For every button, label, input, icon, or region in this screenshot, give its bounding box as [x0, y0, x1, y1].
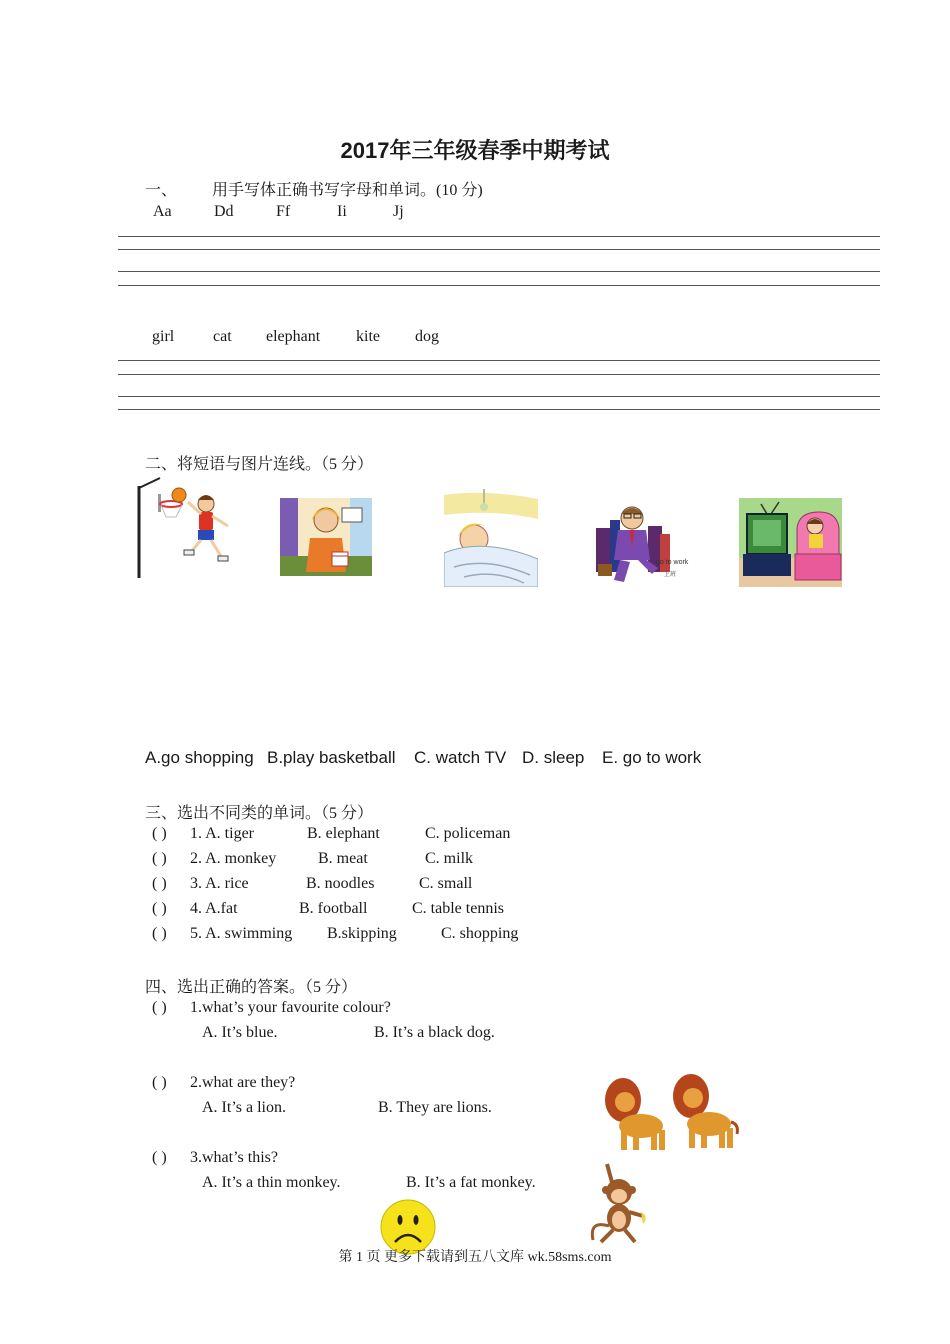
letter-item: Ii: [337, 203, 347, 220]
monkey-picture: [583, 1160, 655, 1246]
match-option: A.go shopping: [145, 748, 254, 767]
writing-line: [118, 236, 880, 237]
letter-item: Dd: [214, 203, 234, 220]
section4-heading: 四、选出正确的答案。（5 分）: [145, 979, 358, 996]
letter-item: Jj: [393, 203, 404, 220]
watching-tv-picture: [739, 498, 842, 587]
word-item: elephant: [266, 328, 321, 345]
page-title: 2017年三年级春季中期考试: [340, 138, 610, 163]
option-a: 5. A. swimming: [190, 925, 293, 942]
option-c: C. milk: [425, 850, 474, 867]
option-a: A. It’s a lion.: [202, 1099, 286, 1116]
writing-line: [118, 360, 880, 361]
option-c: C. small: [419, 875, 473, 892]
letter-item: Ff: [276, 203, 291, 220]
match-option: C. watch TV: [414, 748, 507, 767]
option-a: 4. A.fat: [190, 900, 238, 917]
answer-paren: ( ): [152, 900, 167, 917]
answer-paren: ( ): [152, 1074, 167, 1091]
answer-paren: ( ): [152, 850, 167, 867]
section2-heading: 二、将短语与图片连线。（5 分）: [145, 456, 374, 473]
word-item: girl: [152, 328, 175, 345]
writing-line: [118, 285, 880, 286]
option-a: 3. A. rice: [190, 875, 249, 892]
writing-line: [118, 374, 880, 375]
option-b: B. They are lions.: [378, 1099, 492, 1116]
option-a: A. It’s a thin monkey.: [202, 1174, 341, 1191]
answer-paren: ( ): [152, 925, 167, 942]
writing-line: [118, 249, 880, 250]
option-a: 1. A. tiger: [190, 825, 254, 842]
word-item: kite: [356, 328, 380, 345]
question-text: 1.what’s your favourite colour?: [190, 999, 391, 1016]
writing-line: [118, 409, 880, 410]
word-item: cat: [213, 328, 232, 345]
option-c: C. policeman: [425, 825, 511, 842]
answer-paren: ( ): [152, 1149, 167, 1166]
basketball-player-picture: [136, 476, 236, 580]
option-a: 2. A. monkey: [190, 850, 277, 867]
sleeping-child-picture: [444, 489, 538, 587]
question-text: 2.what are they?: [190, 1074, 296, 1091]
lions-picture: [603, 1072, 741, 1156]
writing-line: [118, 271, 880, 272]
answer-paren: ( ): [152, 825, 167, 842]
option-b: B. football: [299, 900, 368, 917]
option-b: B. It’s a black dog.: [374, 1024, 495, 1041]
option-b: B. meat: [318, 850, 368, 867]
question-text: 3.what’s this?: [190, 1149, 278, 1166]
option-b: B. It’s a fat monkey.: [406, 1174, 536, 1191]
word-item: dog: [415, 328, 439, 345]
picture-caption-cn: 上班: [664, 571, 677, 578]
option-a: A. It’s blue.: [202, 1024, 278, 1041]
answer-paren: ( ): [152, 875, 167, 892]
section3-heading: 三、选出不同类的单词。（5 分）: [145, 805, 374, 822]
option-b: B.skipping: [327, 925, 397, 942]
businessman-picture: [594, 500, 694, 586]
shopping-girl-picture: [280, 498, 372, 576]
match-option: D. sleep: [522, 748, 585, 767]
match-option: B.play basketball: [267, 748, 396, 767]
writing-line: [118, 396, 880, 397]
section1-heading: 用手写体正确书写字母和单词。(10 分): [212, 182, 483, 199]
match-option: E. go to work: [602, 748, 702, 767]
section1-number: 一、: [145, 182, 178, 199]
option-c: C. table tennis: [412, 900, 504, 917]
option-b: B. noodles: [306, 875, 375, 892]
letter-item: Aa: [153, 203, 172, 220]
picture-caption: go to work: [656, 559, 689, 566]
option-b: B. elephant: [307, 825, 380, 842]
option-c: C. shopping: [441, 925, 519, 942]
page-footer: 第 1 页 更多下载请到五八文库 wk.58sms.com: [338, 1250, 612, 1265]
answer-paren: ( ): [152, 999, 167, 1016]
